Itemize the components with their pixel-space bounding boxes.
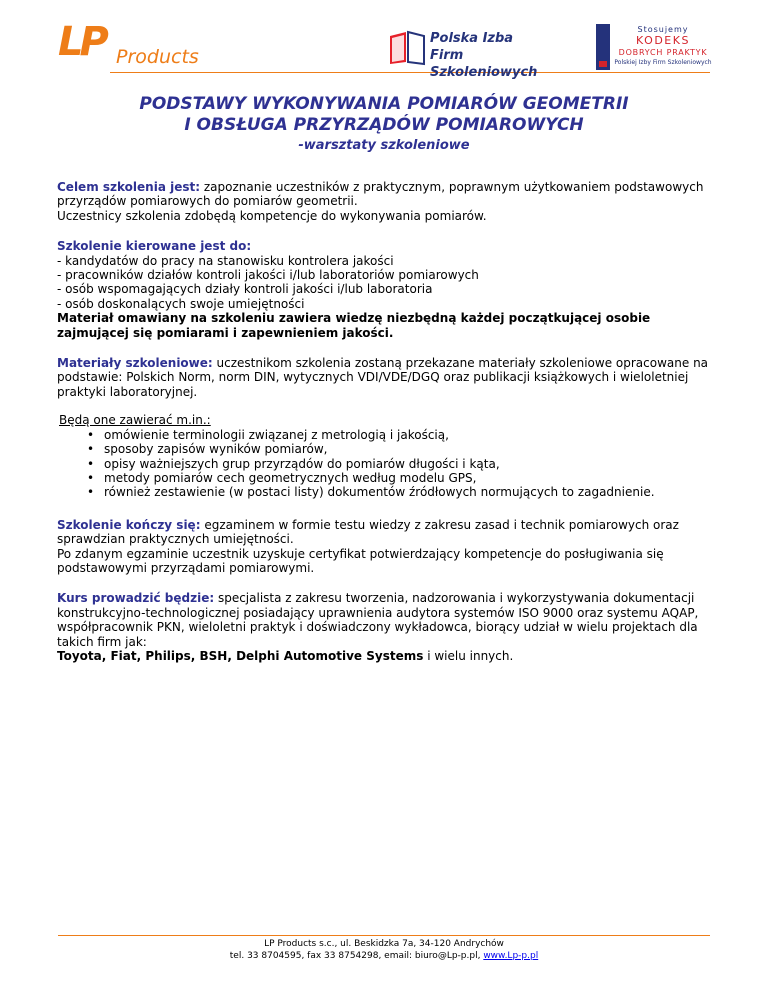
title-line1: PODSTAWY WYKONYWANIA POMIARÓW GEOMETRII xyxy=(139,94,629,114)
section-zakonczenie xyxy=(57,518,717,576)
list-item: • również zestawienie (w postaci listy) dokumentów źródłowych normujących to zagadnienie. xyxy=(87,485,717,499)
pifs-line2: Firm Szkoleniowych xyxy=(430,48,538,80)
cel-text2: Uczestnicy szkolenia zdobędą kompetencje do wykonywania pomiarów. xyxy=(57,208,487,223)
page-footer xyxy=(58,938,710,962)
footer-address: LP Products s.c., ul. Beskidzka 7a, 34-120 Andrychów xyxy=(264,939,504,949)
lp-logo-letters: LP xyxy=(58,19,105,65)
list-item: • sposoby zapisów wyników pomiarów, xyxy=(87,442,717,456)
page-header xyxy=(0,0,768,80)
page-subtitle: -warsztaty szkoleniowe xyxy=(298,138,470,153)
adresaci-item: - pracowników działów kontroli jakości i/lub laboratoriów pomiarowych xyxy=(57,268,479,283)
zakonczenie-label: Szkolenie kończy się: xyxy=(57,517,201,532)
footer-website-link[interactable]: www.Lp-p.pl xyxy=(483,951,539,961)
footer-divider xyxy=(58,935,710,936)
materialy-label: Materiały szkoleniowe: xyxy=(57,356,213,371)
zakonczenie-text: egzaminem w formie testu wiedzy z zakresu zasad i technik pomiarowych oraz sprawdzian praktycznych umiejętności. xyxy=(57,517,679,547)
section-cel xyxy=(57,180,717,223)
adresaci-item: - kandydatów do pracy na stanowisku kontrolera jakości xyxy=(57,253,394,268)
materialy-bullet-list xyxy=(57,428,717,500)
adresaci-item: - osób doskonalących swoje umiejętności xyxy=(57,296,305,311)
book-icon xyxy=(388,30,426,66)
kodeks-line4: Polskiej Izby Firm Szkoleniowych xyxy=(614,59,712,66)
kodeks-badge xyxy=(596,24,714,70)
kodeks-line1: Stosujemy xyxy=(637,25,689,34)
prowadzacy-text: specjalista z zakresu tworzenia, nadzorowania i wykorzystywania dokumentacji konstrukcyjno-technologicznej posiadający uprawnienia audytora systemów ISO 9000 oraz systemu AQAP, współpracownik PKN, wieloletni praktyk i doświadczony wykładowca, biorący udział w wielu projektach dla takich firm jak: xyxy=(57,591,699,649)
footer-contact: tel. 33 8704595, fax 33 8754298, email: biuro@Lp-p.pl, xyxy=(229,951,484,961)
pifs-line1: Polska Izba xyxy=(430,31,514,46)
cel-label: Celem szkolenia jest: xyxy=(57,180,201,194)
title-line2: I OBSŁUGA PRZYRZĄDÓW POMIAROWYCH xyxy=(184,115,584,135)
prowadzacy-companies-suffix: i wielu innych. xyxy=(423,648,514,663)
zakonczenie-text2: Po zdanym egzaminie uczestnik uzyskuje certyfikat potwierdzający kompetencje do posługiwania się podstawowymi przyrządami pomiarowymi. xyxy=(57,546,664,575)
list-item: • metody pomiarów cech geometrycznych według modelu GPS, xyxy=(87,471,717,485)
prowadzacy-companies: Toyota, Fiat, Philips, BSH, Delphi Automotive Systems xyxy=(57,648,424,663)
lp-products-logo xyxy=(58,20,208,72)
prowadzacy-label: Kurs prowadzić będzie: xyxy=(57,591,215,606)
section-adresaci xyxy=(57,239,717,340)
kodeks-line2: KODEKS xyxy=(636,34,690,47)
materialy-intro: Będą one zawierać m.in.: xyxy=(59,413,211,428)
document-body xyxy=(57,180,717,679)
cel-text: zapoznanie uczestników z praktycznym, poprawnym użytkowaniem podstawowych przyrządów pomiarowych do pomiarów geometrii. xyxy=(57,180,704,209)
lp-logo-text: Products xyxy=(116,46,199,68)
kodeks-bar-icon xyxy=(596,24,610,70)
list-item: • omówienie terminologii związanej z metrologią i jakością, xyxy=(87,428,717,442)
section-materialy-list xyxy=(57,413,717,499)
header-divider xyxy=(110,72,710,73)
pifs-logo xyxy=(388,26,568,80)
materialy-text: uczestnikom szkolenia zostaną przekazane materiały szkoleniowe opracowane na podstawie: Polskich Norm, norm DIN, wytycznych VDI/VDE/DGQ oraz publikacji książkowych i wieloletniej praktyki laboratoryjnej. xyxy=(57,356,709,399)
kodeks-line3: DOBRYCH PRAKTYK xyxy=(618,48,708,57)
adresaci-label: Szkolenie kierowane jest do: xyxy=(57,239,252,254)
adresaci-bold-text: Materiał omawiany na szkoleniu zawiera wiedzę niezbędną każdej początkującej osobie zajmującej się pomiarami i zapewnieniem jakości. xyxy=(57,311,651,340)
adresaci-item: - osób wspomagających działy kontroli jakości i/lub laboratoria xyxy=(57,282,433,297)
section-materialy xyxy=(57,356,717,399)
page-title xyxy=(60,94,708,136)
section-prowadzacy xyxy=(57,591,717,663)
list-item: • opisy ważniejszych grup przyrządów do pomiarów długości i kąta, xyxy=(87,457,717,471)
